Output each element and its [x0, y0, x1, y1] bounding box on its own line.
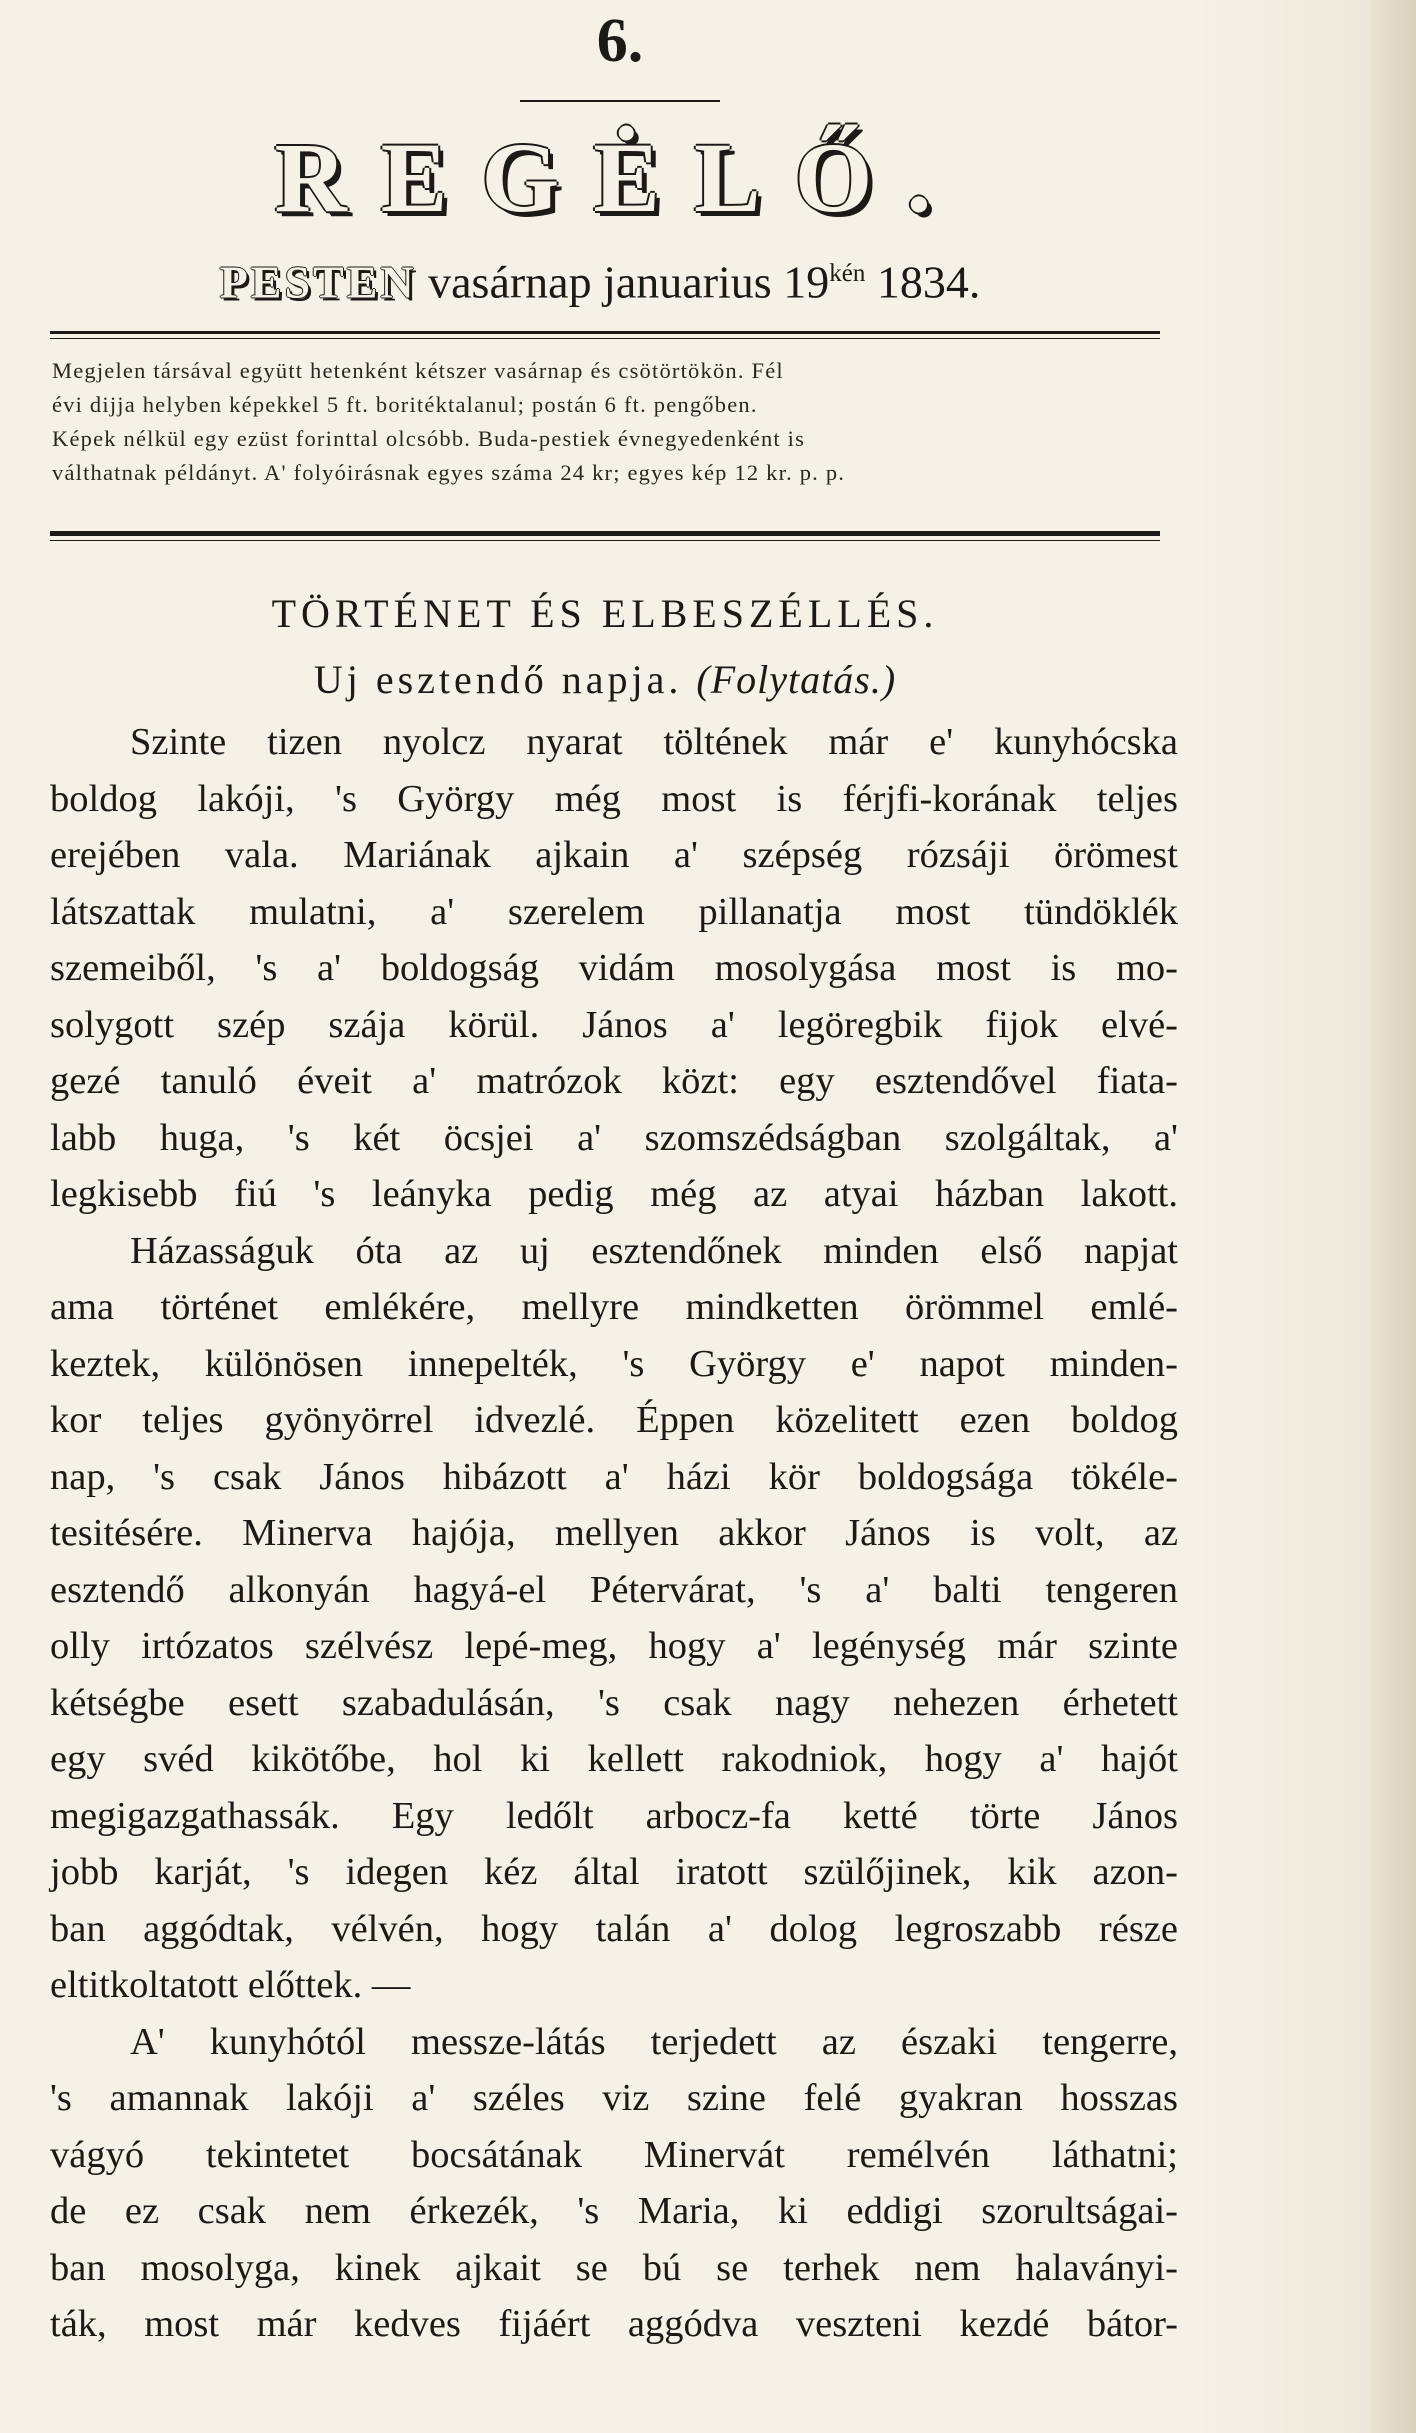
body-line: erejében vala. Mariának ajkain a' szépség rózsáji örömest: [50, 834, 1178, 876]
dateline-year: 1834.: [876, 256, 981, 308]
notice-line: évi dijja helyben képekkel 5 ft. boritéktalanul; postán 6 ft. pengőben.: [52, 392, 758, 417]
body-line: keztek, különösen innepelték, 's György e' napot minden-: [50, 1342, 1178, 1385]
body-line: kor teljes gyönyörrel idvezlé. Éppen közelitett ezen boldog: [50, 1399, 1178, 1441]
body-line: de ez csak nem érkezék, 's Maria, ki eddigi szorultságai-: [50, 2190, 1178, 2232]
body-line: vágyó tekintetet bocsátának Minervát remélvén láthatni;: [50, 2133, 1178, 2176]
page-number: 6.: [596, 7, 644, 75]
header-rule-bottom-thin: [50, 540, 1160, 541]
body-line: eltitkoltatott előttek. —: [50, 1964, 411, 2006]
body-line: olly irtózatos szélvész lepé-meg, hogy a' legénység már szinte: [50, 1625, 1178, 1667]
body-line: boldog lakóji, 's György még most is férjfi-korának teljes: [50, 777, 1178, 820]
body-line: tesitésére. Minerva hajója, mellyen akkor János is volt, az: [50, 1512, 1178, 1554]
body-line: ama történet emlékére, mellyre mindketten örömmel emlé-: [50, 1286, 1178, 1328]
body-line: esztendő alkonyán hagyá-el Pétervárat, 's a' balti tengeren: [50, 1568, 1178, 1611]
dateline-city: PESTEN: [219, 256, 417, 308]
body-line: nap, 's csak János hibázott a' házi kör boldogsága tökéle-: [50, 1455, 1178, 1498]
article-title-main: Uj esztendő napja.: [313, 657, 683, 702]
body-line: szemeiből, 's a' boldogság vidám mosolygása most is mo-: [50, 947, 1178, 989]
section-title: TÖRTÉNET ÉS ELBESZÉLLÉS.: [271, 591, 939, 636]
notice-line: Megjelen társával együtt hetenként kétszer vasárnap és csötörtökön. Fél: [52, 358, 784, 383]
masthead-title: REGĖLŐ.: [274, 122, 966, 233]
body-line: jobb karját, 's idegen kéz által iratott szülőjinek, kik azon-: [50, 1851, 1178, 1893]
notice-line: Képek nélkül egy ezüst forinttal olcsóbb. Buda-pestiek évnegyedenként is: [52, 426, 806, 451]
dateline: [50, 246, 1150, 310]
dateline-date: vasárnap januarius 19: [428, 256, 830, 308]
page-number-rule: [520, 100, 720, 102]
body-line: látszattak mulatni, a' szerelem pillanatja most tündöklék: [50, 890, 1178, 933]
body-line: ták, most már kedves fijáért aggódva veszteni kezdé bátor-: [50, 2303, 1178, 2345]
body-line: labb huga, 's két öcsjei a' szomszédságban szolgáltak, a': [50, 1116, 1178, 1159]
body-line: ban aggódtak, vélvén, hogy talán a' dolog legroszabb része: [50, 1907, 1178, 1950]
header-rule-top: [50, 331, 1160, 334]
body-line: Házasságuk óta az uj esztendőnek minden első napjat: [130, 1229, 1178, 1272]
subscription-notice: [52, 354, 1160, 490]
dateline-date-suffix: kén: [829, 260, 866, 287]
page-edge: [1370, 0, 1416, 2433]
article-title: [50, 656, 1160, 703]
body-line: gezé tanuló éveit a' matrózok közt: egy esztendővel fiata-: [50, 1060, 1178, 1102]
body-line: ban mosolyga, kinek ajkait se bú se terhek nem halaványi-: [50, 2246, 1178, 2289]
body-line: solygott szép szája körül. János a' legöregbik fijok elvé-: [50, 1003, 1178, 1046]
body-line: legkisebb fiú 's leányka pedig még az atyai házban lakott.: [50, 1173, 1178, 1215]
body-line: A' kunyhótól messze-látás terjedett az északi tengerre,: [130, 2020, 1178, 2063]
body-line: egy svéd kikötőbe, hol ki kellett rakodniok, hogy a' hajót: [50, 1738, 1178, 1780]
body-line: megigazgathassák. Egy ledőlt arbocz-fa ketté törte János: [50, 1794, 1178, 1837]
body-line: Szinte tizen nyolcz nyarat töltének már e' kunyhócska: [130, 721, 1178, 763]
facing-page-bleed: [1190, 0, 1370, 2433]
article-body: [50, 714, 1178, 2353]
notice-line: válthatnak példányt. A' folyóirásnak egyes száma 24 kr; egyes kép 12 kr. p. p.: [52, 460, 846, 485]
header-rule-top-thin: [50, 338, 1160, 339]
body-line: 's amannak lakóji a' széles viz szine felé gyakran hosszas: [50, 2077, 1178, 2119]
article-title-note: (Folytatás.): [696, 657, 897, 702]
body-line: kétségbe esett szabadulásán, 's csak nagy nehezen érhetett: [50, 1681, 1178, 1724]
header-rule-bottom: [50, 531, 1160, 536]
